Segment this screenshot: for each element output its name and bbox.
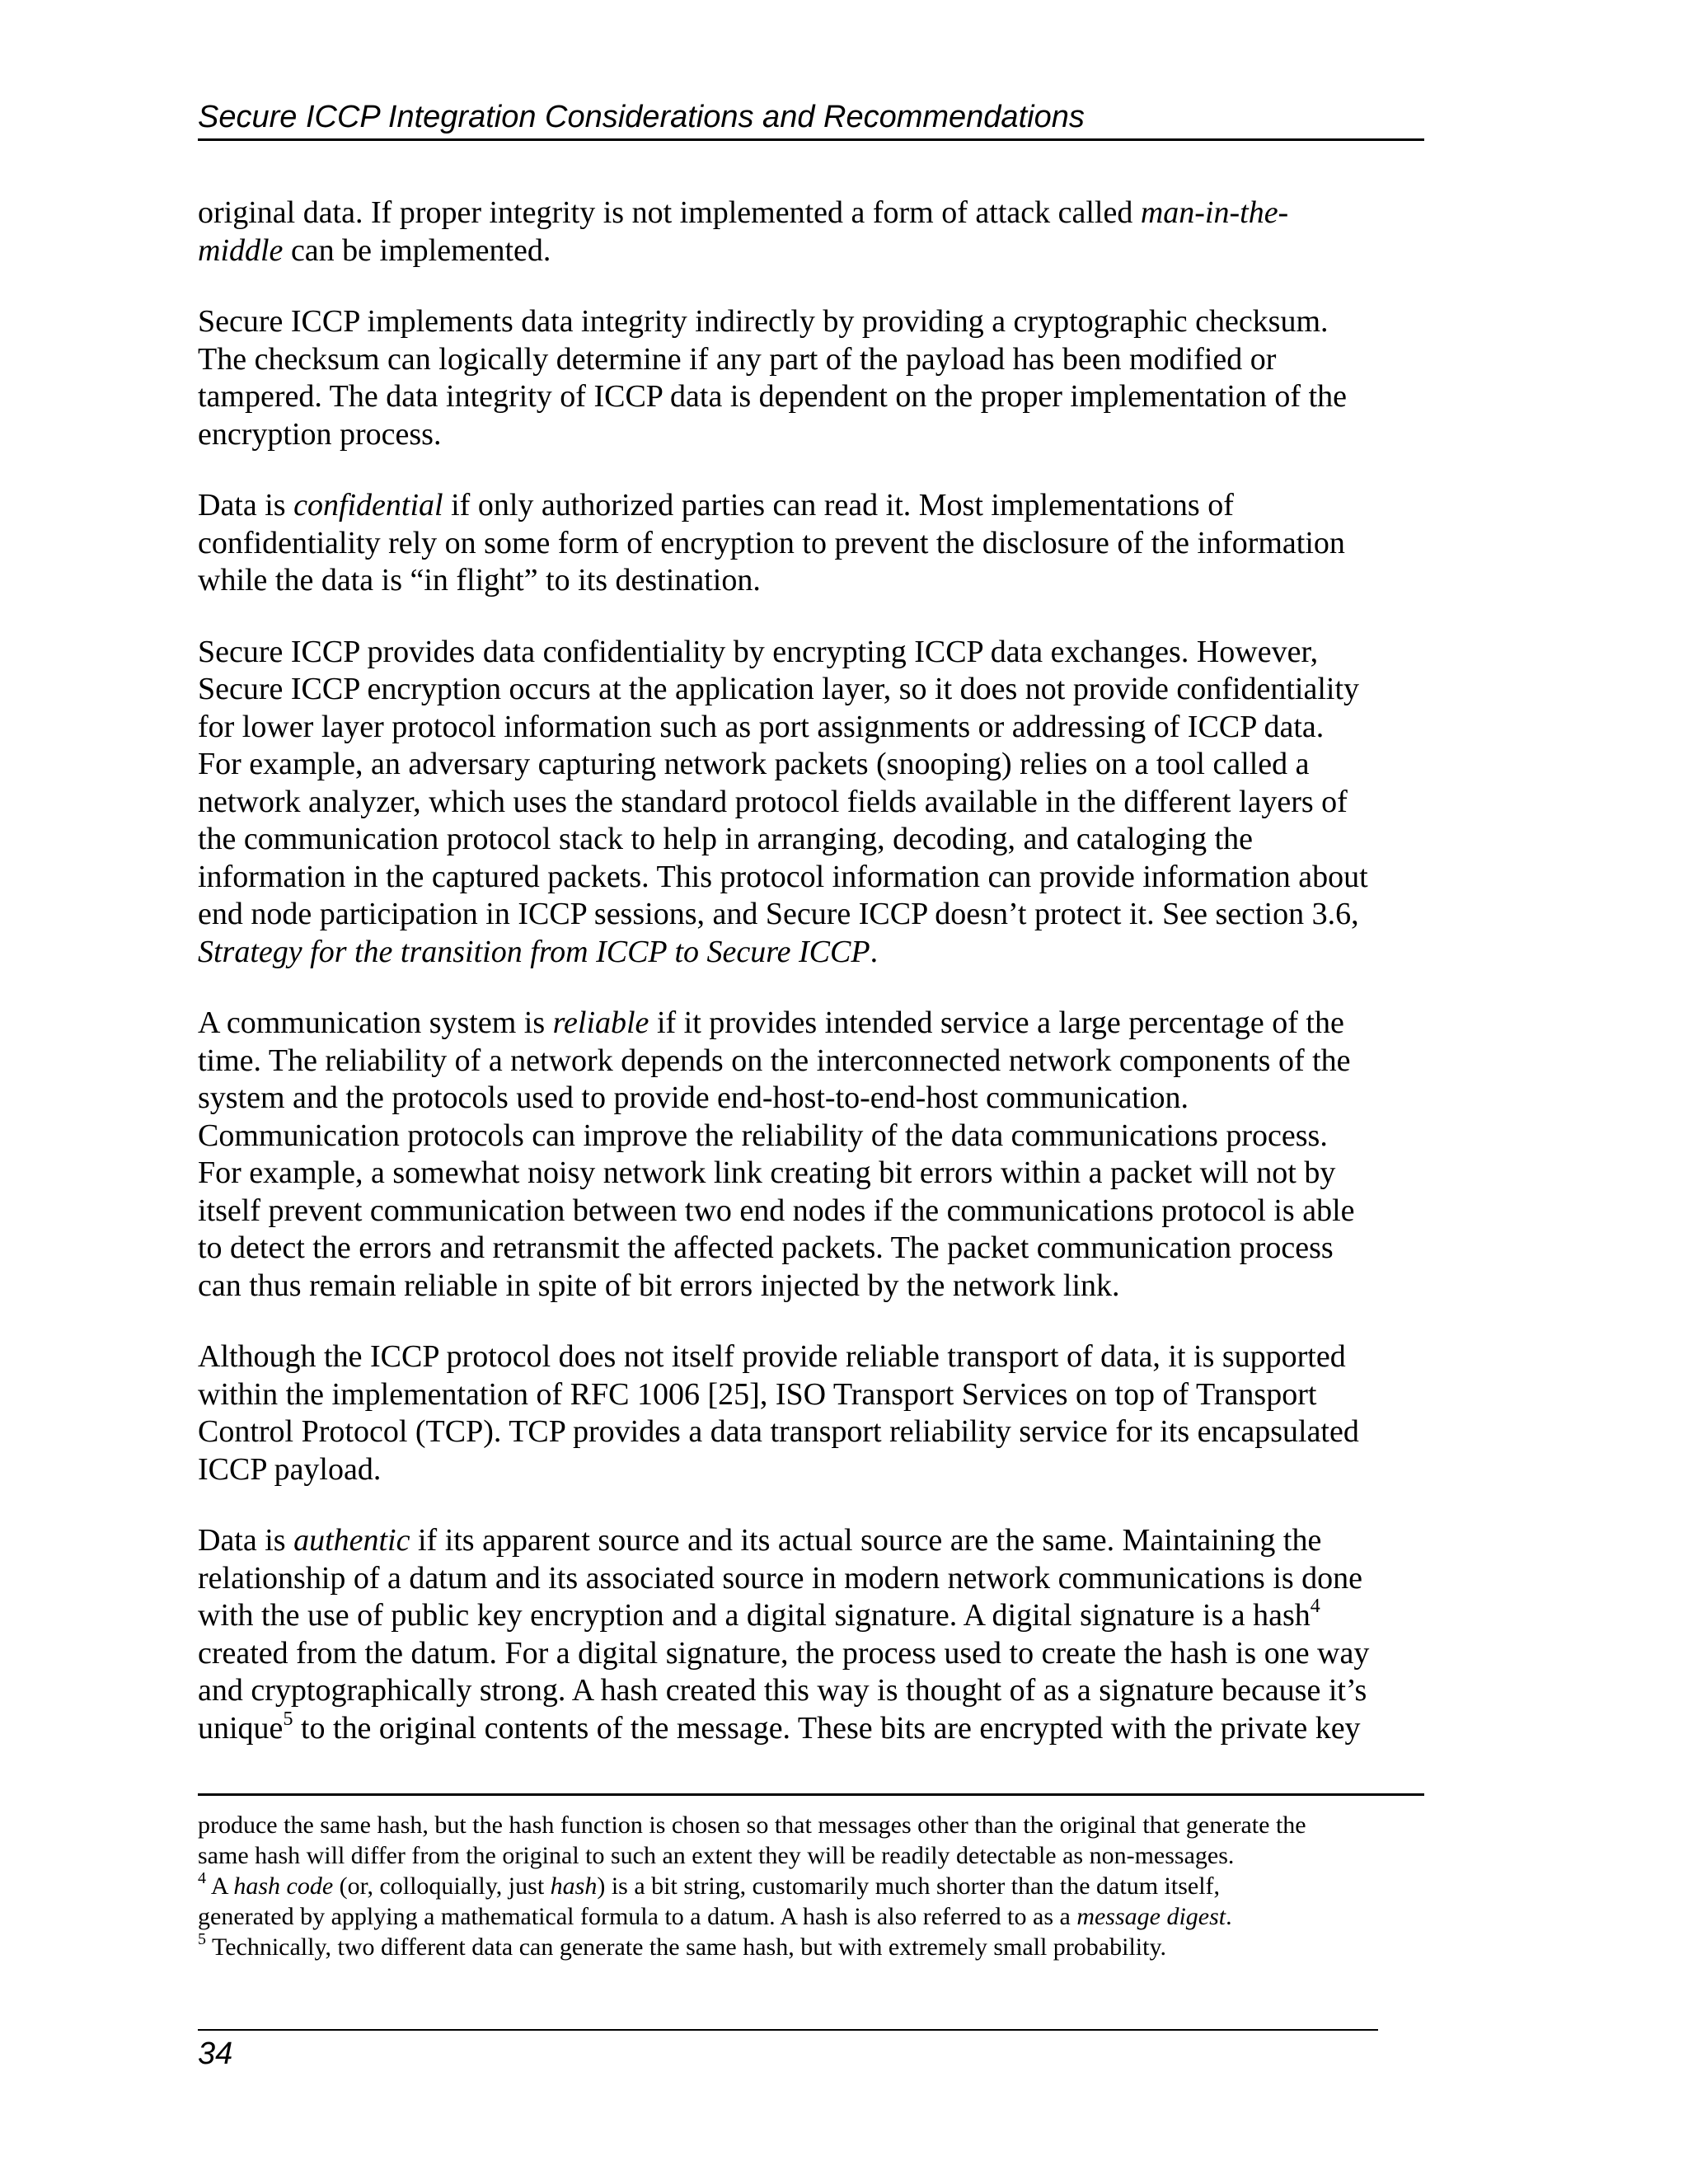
text-line: Strategy for the transition from ICCP to Secure ICCP. bbox=[198, 934, 879, 969]
text-line: relationship of a datum and its associated source in modern network communications is done bbox=[198, 1560, 1363, 1596]
footer-rule bbox=[198, 2029, 1378, 2031]
term-man-in-the-middle-cont: middle bbox=[198, 232, 284, 268]
text-line: tampered. The data integrity of ICCP data is dependent on the proper implementation of the bbox=[198, 379, 1347, 414]
paragraph-secure-iccp-confidentiality bbox=[198, 634, 1444, 972]
section-reference: Strategy for the transition from ICCP to Secure ICCP bbox=[198, 934, 870, 969]
text-line: itself prevent communication between two end nodes if the communications protocol is able bbox=[198, 1193, 1355, 1228]
text-line: middle can be implemented. bbox=[198, 232, 551, 268]
text-line: Although the ICCP protocol does not itself provide reliable transport of data, it is supported bbox=[198, 1339, 1346, 1374]
text-line: for lower layer protocol information such as port assignments or addressing of ICCP data. bbox=[198, 709, 1325, 744]
text-line: Data is authentic if its apparent source and its actual source are the same. Maintaining the bbox=[198, 1523, 1322, 1558]
text-line: while the data is “in flight” to its destination. bbox=[198, 563, 761, 598]
paragraph-secure-iccp-integrity bbox=[198, 303, 1444, 453]
paragraph-confidential bbox=[198, 487, 1444, 600]
text-line: Secure ICCP provides data confidentiality by encrypting ICCP data exchanges. However, bbox=[198, 634, 1319, 669]
text-line: with the use of public key encryption and a digital signature. A digital signature is a hash$^4$ bbox=[198, 1596, 1320, 1633]
body-text bbox=[198, 194, 1444, 1781]
footnote-continuation: same hash will differ from the original to such an extent they will be readily detectable as non-messages. bbox=[198, 1842, 1235, 1869]
footnote-mark-5: 5 bbox=[198, 1930, 206, 1948]
text-line: to detect the errors and retransmit the affected packets. The packet communication process bbox=[198, 1230, 1334, 1265]
term-man-in-the-middle: man-in-the- bbox=[1140, 195, 1289, 230]
footnote-rule bbox=[198, 1793, 1424, 1796]
running-header: Secure ICCP Integration Considerations and Recommendations bbox=[198, 100, 1085, 134]
text-line: time. The reliability of a network depends on the interconnected network components of the bbox=[198, 1043, 1351, 1078]
footnote-4-line-2: generated by applying a mathematical formula to a datum. A hash is also referred to as a message digest. bbox=[198, 1903, 1232, 1930]
page-number: 34 bbox=[198, 2036, 233, 2071]
text-line: created from the datum. For a digital signature, the process used to create the hash is one way bbox=[198, 1635, 1370, 1671]
text-line: unique$^5$ to the original contents of the message. These bits are encrypted with the private key bbox=[198, 1708, 1361, 1746]
text-line: end node participation in ICCP sessions, and Secure ICCP doesn’t protect it. See section 3.6, bbox=[198, 897, 1359, 931]
paragraph-authentic bbox=[198, 1522, 1444, 1747]
footnote-ref-4[interactable]: 4 bbox=[1310, 1596, 1320, 1617]
text-line: encryption process. bbox=[198, 416, 442, 452]
text-line: Secure ICCP implements data integrity indirectly by providing a cryptographic checksum. bbox=[198, 304, 1329, 339]
text-line: original data. If proper integrity is not implemented a form of attack called man-in-the- bbox=[198, 195, 1289, 230]
header-rule bbox=[198, 138, 1424, 141]
text-line: within the implementation of RFC 1006 [25], ISO Transport Services on top of Transport bbox=[198, 1376, 1317, 1412]
text-line: information in the captured packets. This protocol information can provide information about bbox=[198, 859, 1368, 894]
text-line: and cryptographically strong. A hash created this way is thought of as a signature because it’s bbox=[198, 1673, 1367, 1708]
text-line: Communication protocols can improve the reliability of the data communications process. bbox=[198, 1118, 1328, 1153]
text-line: Data is confidential if only authorized parties can read it. Most implementations of bbox=[198, 488, 1234, 523]
text-line: network analyzer, which uses the standard protocol fields available in the different layers of bbox=[198, 784, 1348, 819]
text-line: A communication system is reliable if it provides intended service a large percentage of the bbox=[198, 1005, 1344, 1040]
paragraph-reliable bbox=[198, 1005, 1444, 1305]
term-confidential: confidential bbox=[293, 488, 443, 523]
text-line: ICCP payload. bbox=[198, 1451, 382, 1487]
paragraph-iccp-transport bbox=[198, 1338, 1444, 1488]
text-line: system and the protocols used to provide end-host-to-end-host communication. bbox=[198, 1080, 1189, 1115]
footnote-4: $^4$ A hash code (or, colloquially, just hash) is a bit string, customarily much shorter than the datum itself, bbox=[198, 1869, 1221, 1900]
text-line: the communication protocol stack to help in arranging, decoding, and cataloging the bbox=[198, 822, 1254, 856]
term-authentic: authentic bbox=[293, 1523, 410, 1558]
text-line: For example, an adversary capturing network packets (snooping) relies on a tool called a bbox=[198, 747, 1310, 781]
term-reliable: reliable bbox=[552, 1005, 649, 1040]
footnote-continuation: produce the same hash, but the hash function is chosen so that messages other than the original that generate the bbox=[198, 1811, 1306, 1839]
footnote-ref-5[interactable]: 5 bbox=[283, 1708, 293, 1730]
paragraph-integrity-continued bbox=[198, 194, 1444, 269]
text-line: For example, a somewhat noisy network link creating bit errors within a packet will not by bbox=[198, 1155, 1336, 1190]
text-line: Secure ICCP encryption occurs at the application layer, so it does not provide confidentiality bbox=[198, 672, 1360, 706]
footnote-mark-4: 4 bbox=[198, 1869, 206, 1887]
text-line: The checksum can logically determine if any part of the payload has been modified or bbox=[198, 341, 1277, 377]
text-line: confidentiality rely on some form of encryption to prevent the disclosure of the information bbox=[198, 525, 1345, 560]
footnotes bbox=[198, 1810, 1434, 1962]
footnote-5: $^5$ Technically, two different data can generate the same hash, but with extremely small probability. bbox=[198, 1930, 1167, 1961]
text-line: Control Protocol (TCP). TCP provides a data transport reliability service for its encapsulated bbox=[198, 1414, 1359, 1449]
text-line: can thus remain reliable in spite of bit errors injected by the network link. bbox=[198, 1268, 1120, 1303]
